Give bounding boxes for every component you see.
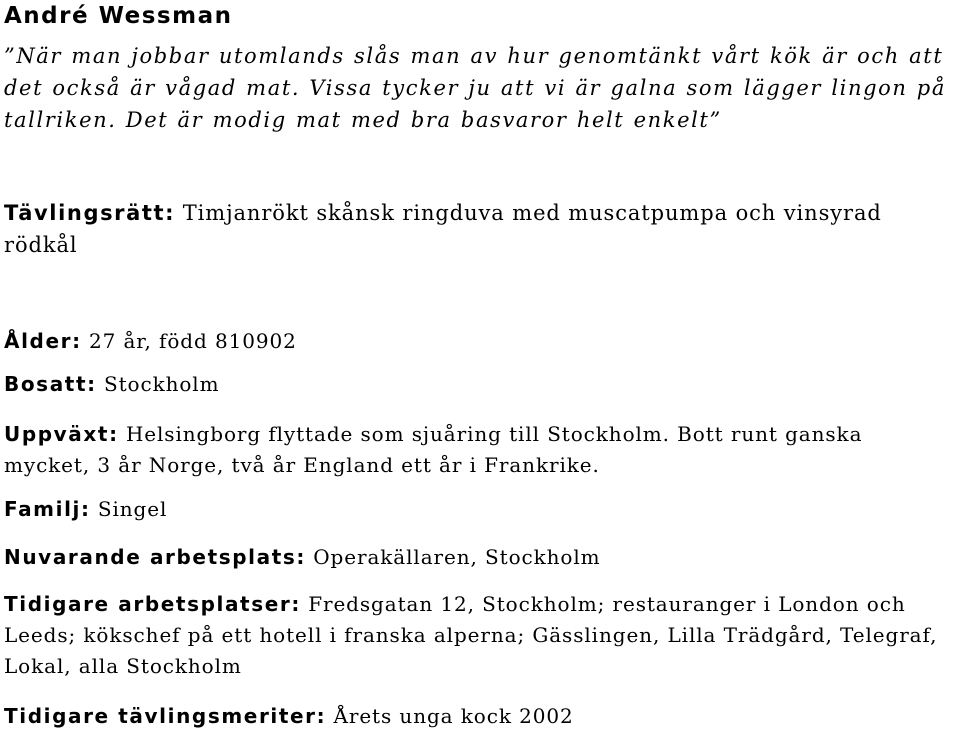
field-label-tidigare-tavlingsmeriter: Tidigare tävlingsmeriter:	[4, 704, 327, 728]
field-value-nuvarande-arbetsplats: Operakällaren, Stockholm	[313, 545, 601, 569]
field-value-familj: Singel	[97, 497, 168, 521]
field-label-tavlingsratt: Tävlingsrätt:	[4, 201, 176, 225]
field-value-tidigare-tavlingsmeriter: Årets unga kock 2002	[333, 704, 574, 728]
field-value-tavlingsratt: Timjanrökt skånsk ringduva med muscatpumpa och vinsyrad rödkål	[4, 201, 882, 257]
field-label-tidigare-arbetsplatser: Tidigare arbetsplatser:	[4, 592, 301, 616]
field-label-bosatt: Bosatt:	[4, 372, 97, 396]
field-value-bosatt: Stockholm	[103, 372, 220, 396]
field-tidigare-tavlingsmeriter	[4, 701, 954, 732]
field-tidigare-arbetsplatser	[4, 589, 954, 682]
field-label-familj: Familj:	[4, 497, 91, 521]
quote-text: ”När man jobbar utomlands slås man av hur genomtänkt vårt kök är och att det också är vågad mat. Vissa tycker ju att vi är galna som lägger lingon på tallriken. Det är modig mat med bra basvaror helt enkelt”	[4, 44, 946, 132]
field-label-alder: Ålder:	[4, 329, 82, 353]
field-uppvaxt	[4, 419, 954, 481]
field-value-tidigare-arbetsplatser: Fredsgatan 12, Stockholm; restauranger i London och Leeds; kökschef på ett hotell i franska alperna; Gässlingen, Lilla Trädgård, Telegraf, Lokal, alla Stockholm	[4, 592, 938, 678]
field-bosatt	[4, 369, 954, 400]
person-name: André Wessman	[4, 3, 233, 29]
field-value-alder: 27 år, född 810902	[88, 329, 297, 353]
field-value-uppvaxt: Helsingborg flyttade som sjuåring till Stockholm. Bott runt ganska mycket, 3 år Norge, två år England ett år i Frankrike.	[4, 422, 863, 477]
field-alder	[4, 326, 954, 357]
field-tavlingsratt	[4, 197, 954, 261]
field-familj	[4, 494, 954, 525]
field-nuvarande-arbetsplats	[4, 542, 954, 573]
field-label-uppvaxt: Uppväxt:	[4, 422, 119, 446]
field-label-nuvarande-arbetsplats: Nuvarande arbetsplats:	[4, 545, 306, 569]
